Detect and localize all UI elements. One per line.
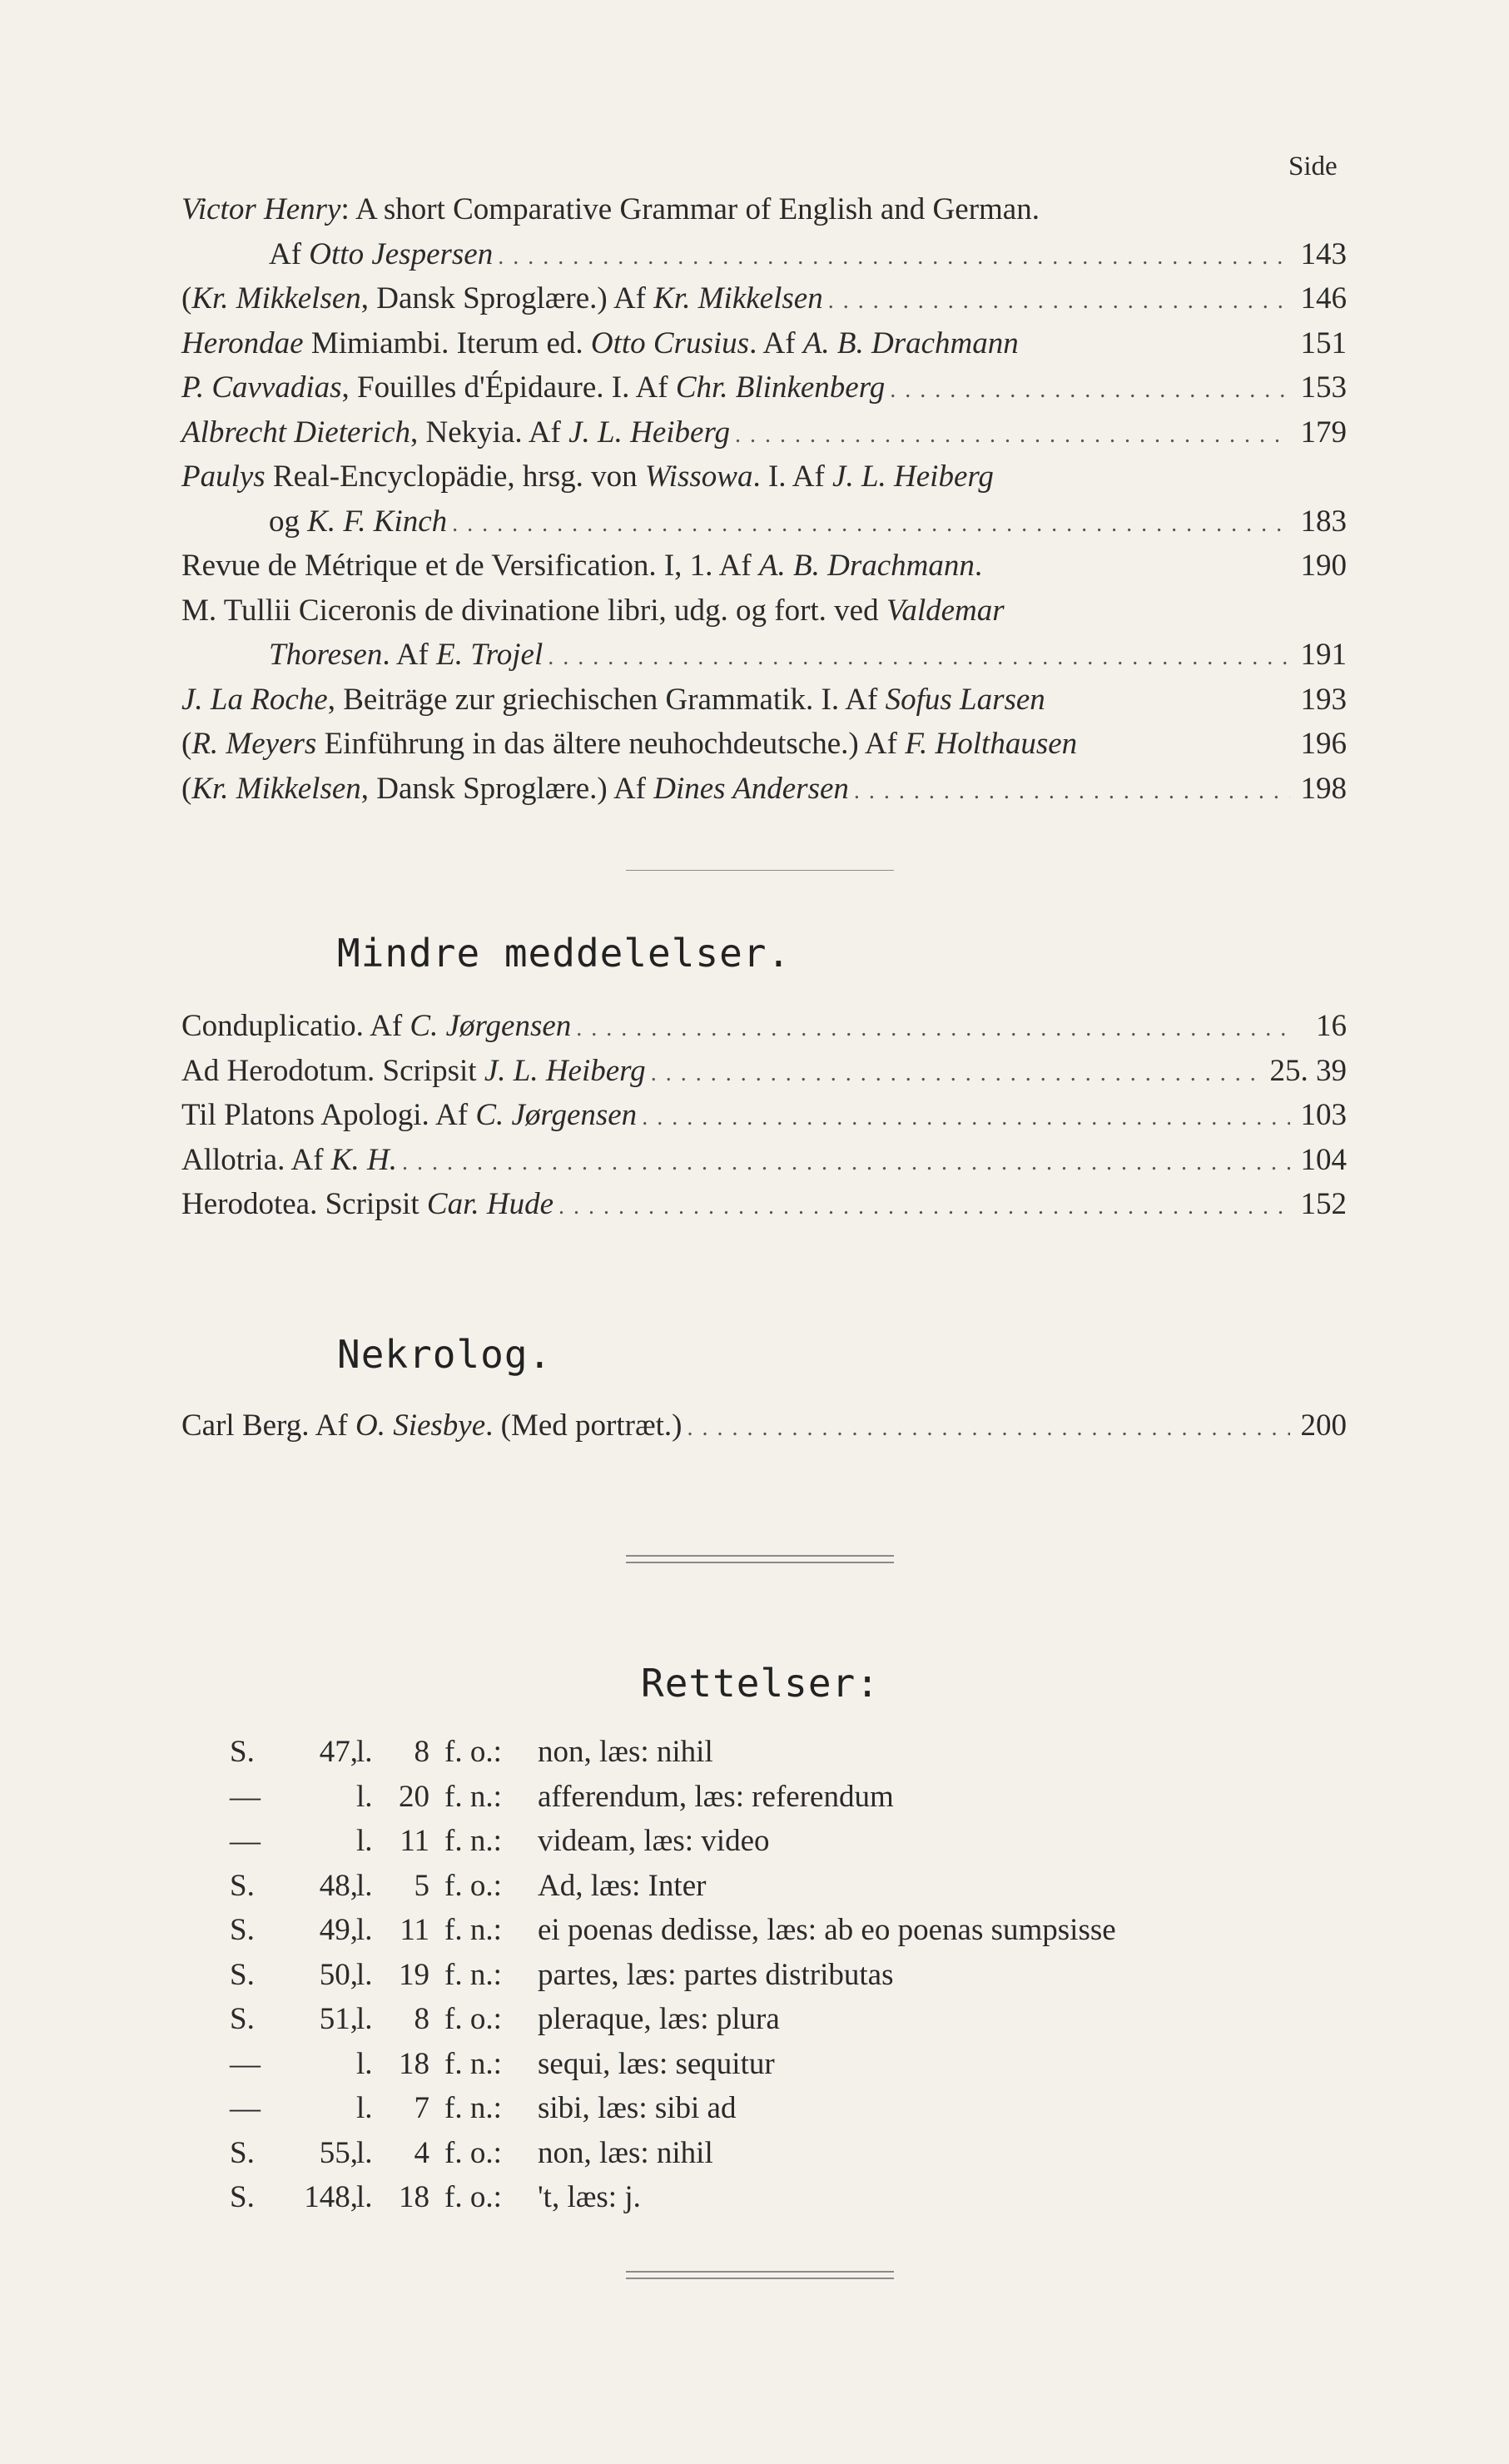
contents-entry [181,321,1347,366]
entry-title [181,365,885,410]
page-number: 200 [1300,1408,1347,1443]
entry-text: . I. Af [752,460,833,494]
erratum-line: 8 [414,2002,429,2036]
erratum-page-prefix: S. [230,1735,255,1769]
reviews-list [181,187,1347,811]
page-number: 146 [1300,281,1347,315]
entry-text: , Fouilles d'Épidaure. I. Af [341,370,676,405]
entry-title [181,1049,646,1094]
entry-title [181,455,994,499]
italic-name: Thoresen [269,638,383,672]
erratum-from: f. n.: [444,2046,502,2081]
page-number: 190 [1300,549,1347,583]
leader-dots [828,279,1290,324]
mindre-meddelelser-list [181,1004,1347,1227]
erratum-correction: Ad, læs: Inter [538,1868,707,1903]
italic-name: Albrecht Dieterich [181,415,411,450]
erratum-line-prefix: l. [356,2180,373,2214]
erratum-page-prefix: — [230,2091,261,2125]
leader-dots [402,1140,1290,1185]
entry-text: Conduplicatio. Af [181,1009,410,1043]
entry-title [269,633,543,678]
entry-title [181,767,849,812]
erratum-from: f. o.: [444,1868,502,1903]
erratum-page: 55, [319,2135,358,2170]
erratum-line: 20 [399,1779,429,1814]
erratum-page: 148, [304,2180,358,2214]
erratum-line-prefix: l. [356,1957,373,1992]
italic-name: Chr. Blinkenberg [675,370,886,405]
entry-text: ( [181,727,192,761]
page-number: 179 [1300,415,1347,450]
page-number: 151 [1300,325,1347,360]
page-number: 198 [1300,771,1347,806]
erratum-from: f. n.: [444,2091,502,2125]
erratum-line: 19 [399,1957,429,1992]
italic-name: Valdemar [886,593,1005,628]
double-rule-top [626,1555,894,1557]
entry-text: : A short Comparative Grammar of English and German. [340,192,1040,226]
italic-name: Herondae [181,325,304,360]
italic-name: J. La Roche [181,682,328,717]
erratum-correction: ei poenas dedisse, læs: ab eo poenas sumpsisse [538,1913,1116,1947]
entry-text: ( [181,281,192,315]
erratum-page: 49, [319,1913,358,1947]
entry-text: Allotria. Af [181,1142,331,1177]
page-number: 103 [1300,1098,1347,1132]
contents-entry [181,633,1347,678]
entry-text: . Af [749,325,803,360]
entry-title [269,499,447,544]
entry-title [181,1093,637,1138]
entry-title [181,678,1045,723]
entry-title [181,187,1040,232]
erratum-correction: non, læs: nihil [538,1735,713,1769]
leader-dots [854,769,1290,814]
contents-entry [181,232,1347,277]
entry-title [181,1403,683,1448]
entry-text: Til Platons Apologi. Af [181,1098,476,1132]
erratum-line: 8 [414,1735,429,1769]
entry-text: . (Med portræt.) [485,1408,683,1443]
double-rule-top [626,2271,894,2273]
erratum-from: f. n.: [444,1913,502,1947]
erratum-correction: partes, læs: partes distributas [538,1957,894,1992]
entry-text: . Af [382,638,437,672]
contents-entry [181,1138,1347,1183]
erratum-line: 18 [399,2180,429,2214]
contents-entry [181,1403,1347,1448]
italic-name: Otto Jespersen [309,236,494,271]
page-number: 143 [1300,236,1347,271]
italic-name: Sofus Larsen [885,682,1045,717]
entry-text: Einführung in das ältere neuhochdeutsche.) Af [316,727,906,761]
italic-name: O. Siesbye [355,1408,486,1443]
erratum-from: f. n.: [444,1824,502,1858]
erratum-from: f. n.: [444,1957,502,1992]
italic-name: P. Cavvadias [181,370,342,405]
double-rule-bottom [626,1562,894,1563]
entry-text: , Dansk Sproglære.) Af [360,771,654,806]
erratum-page: 47, [319,1735,358,1769]
erratum-page: 51, [319,2002,358,2036]
erratum-correction: 't, læs: j. [538,2180,641,2214]
entry-text: Real-Encyclopädie, hrsg. von [265,460,645,494]
page-number: 191 [1300,638,1347,672]
erratum-from: f. o.: [444,2135,502,2170]
italic-name: C. Jørgensen [410,1009,572,1043]
erratum-line: 7 [414,2091,429,2125]
erratum-line-prefix: l. [356,1824,373,1858]
entry-title [181,722,1077,767]
contents-entry [181,1004,1347,1049]
entry-text: Herodotea. Scripsit [181,1187,427,1221]
page-number: 25. 39 [1269,1053,1347,1088]
italic-name: J. L. Heiberg [832,460,994,494]
italic-name: K. F. Kinch [307,504,448,539]
page-number: 153 [1300,370,1347,405]
erratum-page-prefix: S. [230,1868,255,1903]
erratum-line: 5 [414,1868,429,1903]
leader-dots [651,1051,1265,1096]
erratum-page: 50, [319,1957,358,1992]
entry-title [181,276,823,321]
italic-name: F. Holthausen [905,727,1078,761]
erratum-page: 48, [319,1868,358,1903]
contents-entry [181,499,1347,544]
contents-entry [181,544,1347,589]
contents-entry [181,365,1347,410]
entry-title [181,1182,553,1227]
entry-text: Carl Berg. Af [181,1408,355,1443]
entry-text: Ad Herodotum. Scripsit [181,1053,484,1088]
page-number: 196 [1300,727,1347,761]
leader-dots [548,635,1290,680]
erratum-page-prefix: S. [230,1957,255,1992]
leader-dots [642,1095,1290,1140]
erratum-line: 11 [400,1913,429,1947]
contents-entry [181,455,1347,499]
entry-text: . [974,549,983,583]
leader-dots [558,1185,1290,1230]
contents-entry [181,1049,1347,1094]
nekrolog-list [181,1403,1347,1448]
erratum-correction: non, læs: nihil [538,2135,713,2170]
erratum-correction: pleraque, læs: plura [538,2002,780,2036]
page-number: 16 [1316,1009,1347,1043]
contents-entry [181,589,1347,633]
italic-name: Kr. Mikkelsen [191,281,361,315]
erratum-page-prefix: — [230,1779,261,1814]
erratum-line-prefix: l. [356,2002,373,2036]
leader-dots [452,502,1290,547]
erratum-line-prefix: l. [356,1913,373,1947]
erratum-page-prefix: — [230,2046,261,2081]
erratum-line-prefix: l. [356,2135,373,2170]
entry-text: , Dansk Sproglære.) Af [360,281,654,315]
contents-entry [181,1182,1347,1227]
leader-dots [735,413,1290,458]
page-number: 183 [1300,504,1347,539]
entry-title [181,321,1019,366]
leader-dots [890,368,1290,413]
erratum-line-prefix: l. [356,1779,373,1814]
erratum-line: 4 [414,2135,429,2170]
rettelser-heading: Rettelser: [641,1661,880,1706]
erratum-line: 11 [400,1824,429,1858]
erratum-correction: sequi, læs: sequitur [538,2046,775,2081]
erratum-line-prefix: l. [356,2091,373,2125]
double-rule-bottom [626,2278,894,2279]
contents-entry [181,722,1347,767]
entry-title [269,232,493,277]
entry-text: og [269,504,308,539]
leader-dots [687,1406,1291,1451]
page-number: 152 [1300,1187,1347,1221]
erratum-page-prefix: S. [230,2180,255,2214]
italic-name: Paulys [181,460,266,494]
erratum-correction: videam, læs: video [538,1824,770,1858]
italic-name: A. B. Drachmann [802,325,1019,360]
entry-title [181,1004,571,1049]
erratum-correction: afferendum, læs: referendum [538,1779,894,1814]
page-column-header: Side [1288,152,1338,181]
italic-name: C. Jørgensen [475,1098,638,1132]
nekrolog-heading: Nekrolog. [337,1332,553,1377]
entry-text: , Beiträge zur griechischen Grammatik. I. Af [327,682,886,717]
italic-name: R. Meyers [191,727,317,761]
entry-title [181,1138,397,1183]
leader-dots [498,235,1290,280]
erratum-from: f. o.: [444,2180,502,2214]
entry-text: M. Tullii Ciceronis de divinatione libri, udg. og fort. ved [181,593,886,628]
contents-entry [181,187,1347,232]
entry-title [181,544,982,589]
entry-title [181,410,730,455]
contents-entry [181,276,1347,321]
mindre-meddelelser-heading: Mindre meddelelser. [337,931,792,976]
erratum-page-prefix: S. [230,2002,255,2036]
contents-entry [181,678,1347,723]
erratum-line: 18 [399,2046,429,2081]
italic-name: Otto Crusius [590,325,750,360]
erratum-correction: sibi, læs: sibi ad [538,2091,737,2125]
contents-entry [181,767,1347,812]
erratum-from: f. n.: [444,1779,502,1814]
contents-entry [181,410,1347,455]
italic-name: A. B. Drachmann [758,549,975,583]
contents-entry [181,1093,1347,1138]
erratum-line-prefix: l. [356,1868,373,1903]
italic-name: Victor Henry [181,192,341,226]
italic-name: J. L. Heiberg [568,415,730,450]
erratum-page-prefix: S. [230,2135,255,2170]
erratum-from: f. o.: [444,2002,502,2036]
section-divider [626,870,894,871]
entry-text: , Nekyia. Af [410,415,569,450]
entry-text: Mimiambi. Iterum ed. [303,325,591,360]
leader-dots [576,1006,1290,1051]
italic-name: Car. Hude [426,1187,554,1221]
page-number: 104 [1300,1142,1347,1177]
italic-name: E. Trojel [436,638,544,672]
erratum-from: f. o.: [444,1735,502,1769]
italic-name: Kr. Mikkelsen [653,281,823,315]
page-number: 193 [1300,682,1347,717]
entry-title [181,589,1005,633]
entry-text: Af [269,236,310,271]
italic-name: J. L. Heiberg [484,1053,646,1088]
italic-name: Wissowa [644,460,753,494]
entry-text: ( [181,771,192,806]
italic-name: Dines Andersen [653,771,849,806]
entry-text: Revue de Métrique et de Versification. I, 1. Af [181,549,759,583]
italic-name: Kr. Mikkelsen [191,771,361,806]
erratum-page-prefix: S. [230,1913,255,1947]
erratum-page-prefix: — [230,1824,261,1858]
erratum-line-prefix: l. [356,2046,373,2081]
erratum-line-prefix: l. [356,1735,373,1769]
italic-name: K. H. [330,1142,397,1177]
